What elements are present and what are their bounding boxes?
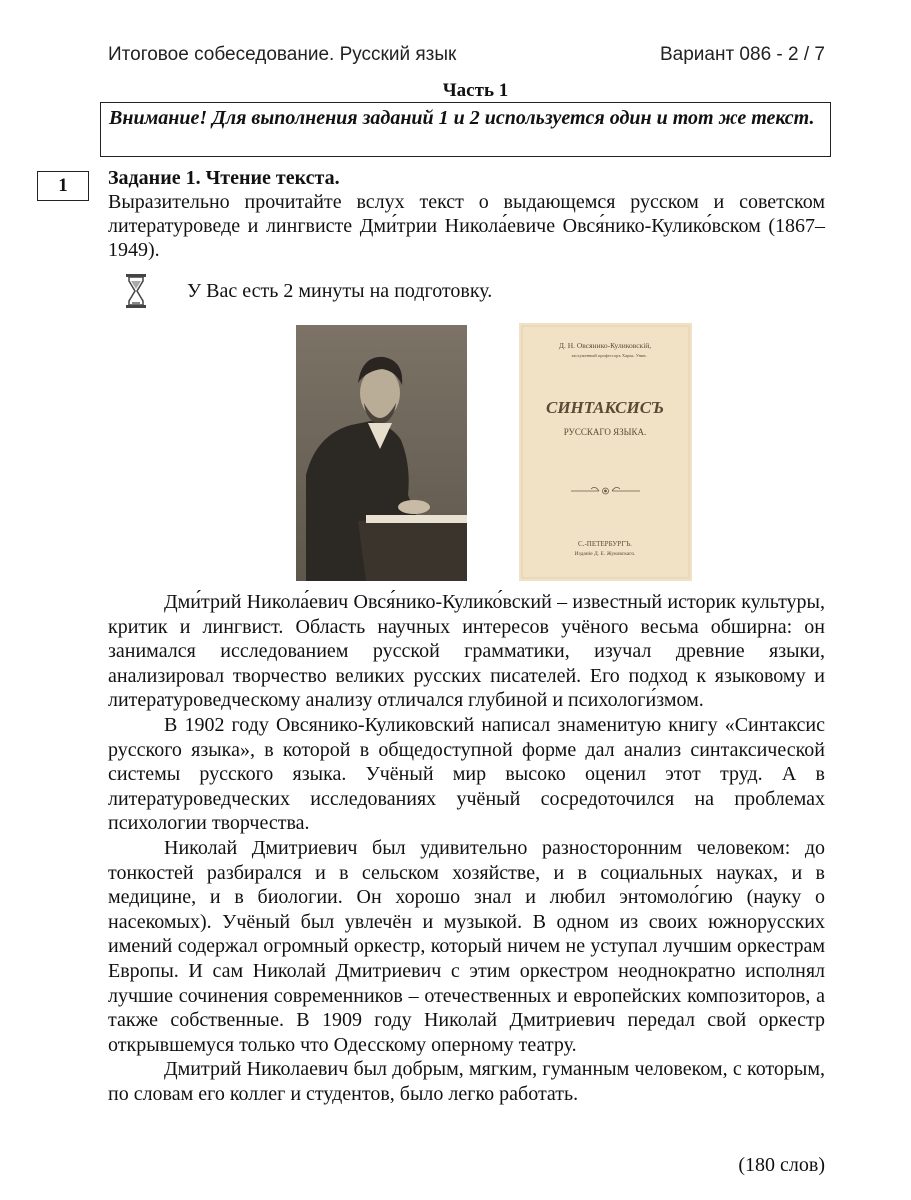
header-variant: Вариант 086 - 2 / 7 <box>659 44 825 65</box>
task-number-box: 1 <box>37 171 89 201</box>
book-publisher: Изданіе Д. Е. Жуковскаго. <box>574 551 636 557</box>
book-subtitle: РУССКАГО ЯЗЫКА. <box>563 427 647 437</box>
header-exam-title: Итоговое собеседование. Русский язык <box>108 44 457 65</box>
book-city: С.-ПЕТЕРБУРГЪ. <box>578 540 632 548</box>
prep-text: У Вас есть 2 минуты на подготовку. <box>187 279 493 302</box>
paragraph: Николай Дмитриевич был удивительно разносторонним человеком: до тонкостей разбирался и в сельском хозяйстве, и в социальных науках, и в медицине, и в биологии. Он хорошо знал и любил энтомоло́гию (науку о насекомых). Учёный был увлечён и музыкой. В одном из своих южнорусских имений содержал огромный оркестр, который ничем не уступал лучшим оркестрам Европы. И сам Николай Дмитриевич с этим оркестром неоднократно исполнял лучшие сочинения современников – отечественных и европейских композиторов, а также собственные. В 1909 году Николай Дмитриевич передал свой оркестр открывшемуся только что Одесскому оперному театру. <box>108 836 825 1056</box>
paragraph: В 1902 году Овсянико-Куликовский написал знаменитую книгу «Синтаксис русского языка», в которой в общедоступной форме дал анализ синтаксической системы русского языка. Учёный мир высоко оценил этот труд. А в литературоведческих исследованиях учёный сосредоточился на проблемах психологии творчества. <box>108 713 825 835</box>
page-header <box>108 44 825 66</box>
prep-row <box>125 273 492 309</box>
book-author-sub: заслуженный профессоръ Харьк. Унив. <box>571 353 647 358</box>
paragraph: Дми́трий Никола́евич Овся́нико-Кулико́вский – известный историк культуры, критик и лингвист. Область научных интересов учёного весьма обширна: он занимался исследованием русской грамматики, изучал древние языки, анализировал творчество великих русских писателей. Его подход к языковому и литературоведческому анализу отличался глубиной и психологи́змом. <box>108 591 825 712</box>
part-title: Часть 1 <box>442 80 509 101</box>
task-title: Задание 1. Чтение текста. <box>108 167 340 189</box>
book-author: Д. Н. Овсянико-Куликовскій, <box>558 341 652 350</box>
book-cover-image <box>519 323 692 581</box>
attention-box: Внимание! Для выполнения заданий 1 и 2 используется один и тот же текст. <box>100 102 831 157</box>
book-cover-graphic <box>519 323 692 581</box>
reading-text <box>108 590 825 1106</box>
word-count: (180 слов) <box>738 1154 825 1176</box>
task-description: Выразительно прочитайте вслух текст о выдающемся русском и советском литературоведе и лингвисте Дми́трии Никола́евиче Овся́нико-Кулико́вском (1867–1949). <box>108 191 825 261</box>
task-block <box>108 166 825 262</box>
book-title: СИНТАКСИСЪ <box>546 398 664 417</box>
paragraph: Дмитрий Николаевич был добрым, мягким, гуманным человеком, с которым, по словам его коллег и студентов, было легко работать. <box>108 1058 825 1105</box>
portrait-photo <box>296 325 467 581</box>
hourglass-icon <box>125 273 147 309</box>
